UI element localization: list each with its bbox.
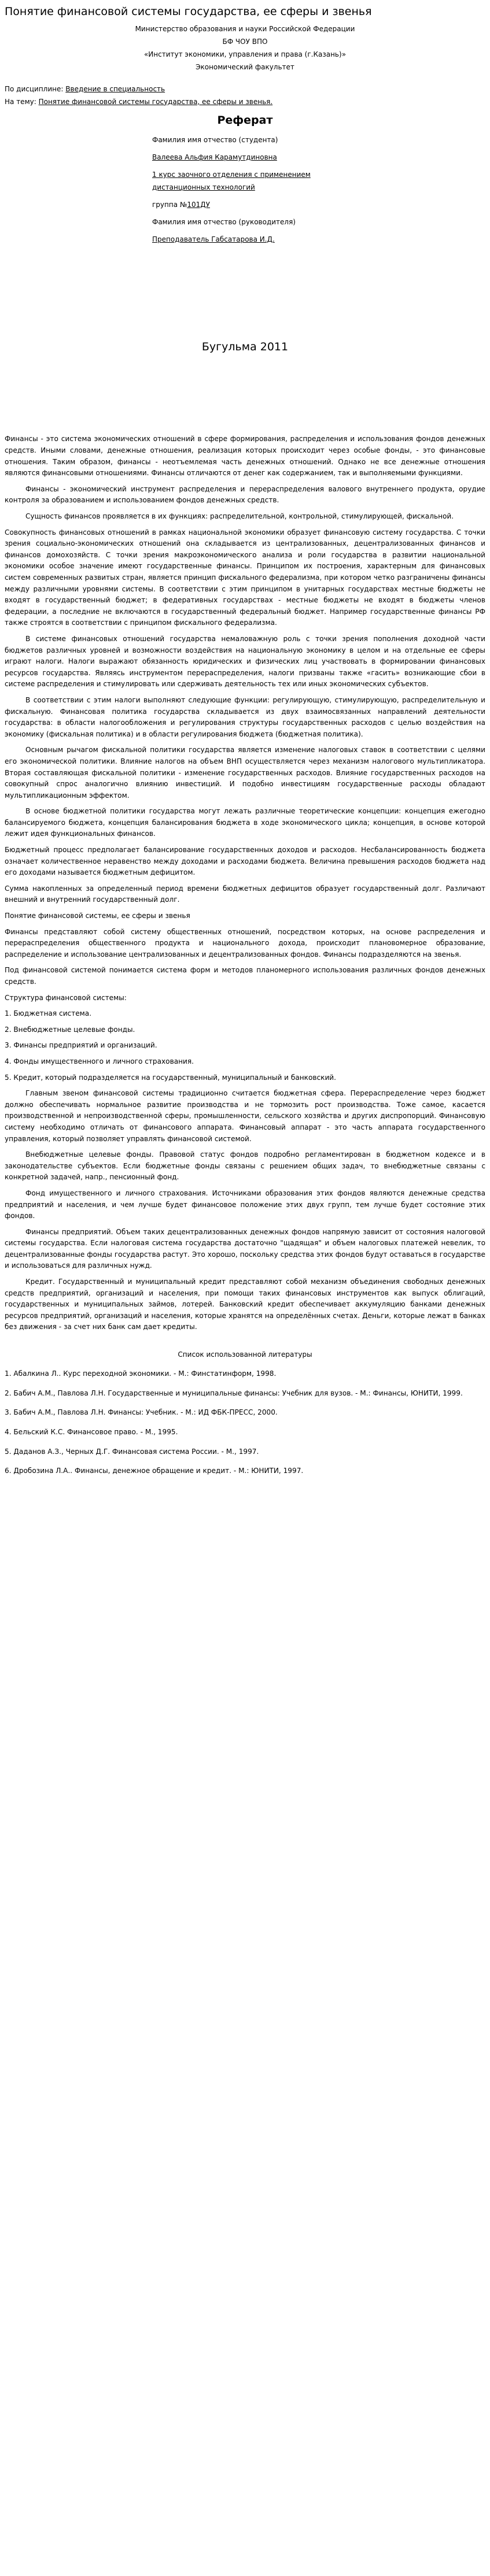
course-prefix: 1 курс [152, 171, 178, 179]
paragraph: Финансы предприятий. Объем таких децентрализованных денежных фондов напрямую зависит от состояния налоговой системы государства. Если налоговая система государства достаточно "щадящая" и объем налоговых платежей невелик, то децентрализованные фонды государства растут. Это хорошо, поскольку средства этих фондов будут оставаться в государстве и использоваться для различных нужд. [5, 1227, 485, 1270]
bibliography [5, 1368, 485, 1477]
list-item: 5. Кредит, который подразделяется на государственный, муниципальный и банковский. [5, 1073, 337, 1082]
topic-value: Понятие финансовой системы государства, ее сферы и звенья. [38, 97, 273, 106]
student-caption: Фамилия имя отчество (студента) [152, 136, 278, 145]
bibliography-item: 1. Абалкина Л.. Курс переходной экономики. - М.: Финстатинформ, 1998. [5, 1370, 277, 1378]
city-year: Бугульма 2011 [201, 340, 289, 354]
student-name: Валеева Альфия Карамутдиновна [152, 153, 277, 162]
paragraph: Финансы - это система экономических отношений в сфере формирования, распределения и использования фондов денежных средств. Иными словами, денежные отношения, реализация которых происходит через особые фонды, - это финансовые отношения. Таким образом, финансы - неотъемлемая часть денежных отношений. Однако не все денежные отношения являются финансовыми отношениями. Финансы отличаются от денег как содержанием, так и выполняемыми функциями. [5, 435, 485, 478]
supervisor-caption: Фамилия имя отчество (руководителя) [152, 218, 296, 227]
ministry-line: Министерство образования и науки Российской Федерации [135, 24, 355, 33]
paragraph: В соответствии с этим налоги выполняют следующие функции: регулирующую, стимулирующую, распределительную и фискальную. Финансовая политика государства складывается из двух взаимосвязанных направлений деятельности государства: в области налогообложения и регулирования структуры государственных расходов с целью воздействия на экономику (фискальная политика) и в области регулирования бюджета (бюджетная политика). [5, 695, 485, 738]
paragraph: Кредит. Государственный и муниципальный кредит представляют собой механизм объединения свободных денежных средств предприятий, организаций и населения, при помощи таких финансовых инструментов как выпуск облигаций, государственных и муниципальных займов, лотерей. Банковский кредит обеспечивает аккумуляцию банками денежных ресурсов предприятий, организаций и населения, которые хранятся на определённых счетах. Деньги, которые лежат в банках без движения - за счет них банк сам дает кредиты. [5, 1278, 485, 1331]
discipline-row [5, 83, 490, 95]
topic-row [5, 95, 490, 108]
paragraph: Под финансовой системой понимается система форм и методов планомерного использования различных фондов денежных средств. [5, 966, 485, 986]
list-item: 1. Бюджетная система. [5, 1009, 92, 1018]
faculty-line: Экономический факультет [196, 62, 294, 71]
paragraph: Финансы представляют собой систему общественных отношений, посредством которых, на основе распределения и перераспределения общественного продукта и национального дохода, происходит плановомерное образование, распределение и использование централизованных и децентрализованных фондов. Финансы подразделяются на звенья. [5, 927, 485, 958]
institution-short-line: БФ ЧОУ ВПО [222, 37, 268, 46]
group-prefix: группа № [152, 201, 187, 209]
paragraph: Совокупность финансовых отношений в рамках национальной экономики образует финансовую систему государства. С точки зрения социально-экономических отношений она складывается из централизованных, децентрализованных финансов и финансов домохозяйств. С точки зрения макроэкономического анализа и роли государства в развитии национальной экономики особое значение имеют государственные финансы. Принципом их построения, характерным для финансовых систем современных развитых стран, является принцип фискального федерализма, при котором четко разграничены финансы между различными уровнями системы. В соответствии с этим принципом в унитарных государствах местные бюджеты не входят в государственный бюджет; в федеративных государствах - местные бюджеты не входят в бюджеты членов федерации, а последние не включаются в государственный федеральный бюджет. Например государственные финансы РФ также строятся в соответствии с принципом фискального федерализма. [5, 528, 485, 627]
list-item: 4. Фонды имущественного и личного страхования. [5, 1057, 194, 1065]
discipline-topic [0, 83, 490, 108]
paragraph: Внебюджетные целевые фонды. Правовой статус фондов подробно регламентирован в бюджетном кодексе и в законодательстве субъектов. Если бюджетные фонды связаны с решением общих задач, то внебюджетные связаны с конкретной задачей, напр., пенсионный фонд. [5, 1150, 485, 1182]
discipline-value: Введение в специальность [65, 84, 165, 93]
group-row [152, 198, 337, 211]
bibliography-title: Список использованной литературы [178, 1350, 312, 1359]
paragraph: Основным рычагом фискальной политики государства является изменение налоговых ставок в соответствии с целями его экономической политики. Влияние налогов на объем ВНП осуществляется через механизм налогового мультипликатора. Вторая составляющая фискальной политики - изменение государственных расходов. Влияние государственных расходов на совокупный спрос аналогично влиянию инвестиций. И подобно инвестициям государственные расходы обладают мультипликационным эффектом. [5, 746, 485, 800]
paragraph: Главным звеном финансовой системы традиционно считается бюджетная сфера. Перераспределение через бюджет должно обеспечивать нормальное развитие производства и не тормозить рост производства. Тоже самое, касается производственной и непроизводственной сферы, промышленности, сельского хозяйства и других диспропорций. Финансовую систему необходимо отличать от финансового аппарата. Финансовый аппарат - это часть аппарата государственного управления, который позволяет управлять финансовой системой. [5, 1089, 485, 1143]
topic-label: На тему: [5, 97, 36, 106]
group-value: 101ДУ [187, 201, 210, 209]
institute-line: «Институт экономики, управления и права (г.Казань)» [143, 50, 347, 58]
paragraph: Бюджетный процесс предполагает балансирование государственных доходов и расходов. Несбалансированность бюджета означает количественное неравенство между доходами и расходами бюджета. Величина превышения расходов бюджета над его доходами называется бюджетным дефицитом. [5, 846, 485, 877]
paragraph: Фонд имущественного и личного страхования. Источниками образования этих фондов являются денежные средства предприятий и населения, и чем лучше будет финансовое положение этих двух групп, тем лучше будет состояние этих фондов. [5, 1189, 485, 1220]
bibliography-item: 5. Даданов А.З., Черных Д.Г. Финансовая система России. - М., 1997. [5, 1447, 259, 1456]
document-type: Реферат [217, 113, 273, 127]
supervisor-name: Преподаватель Габсатарова И.Д. [152, 235, 275, 244]
bibliography-item: 2. Бабич А.М., Павлова Л.Н. Государственные и муниципальные финансы: Учебник для вузов. - М.: Финансы, ЮНИТИ, 1999. [5, 1389, 463, 1397]
student-info [152, 134, 337, 246]
paragraph: В системе финансовых отношений государства немаловажную роль с точки зрения пополнения доходной части бюджетов различных уровней и возможности воздействия на национальную экономику в целом и на отдельные ее сферы играют налоги. Налоги выражают обязанность юридических и физических лиц участвовать в формировании финансовых ресурсов государства. Являясь инструментом перераспределения, налоги призваны также «гасить» возникающие сбои в системе распределения и стимулировать или сдерживать деятельность тех или иных экономических субъектов. [5, 634, 485, 689]
bibliography-item: 4. Бельский К.С. Финансовое право. - М., 1995. [5, 1428, 178, 1436]
paragraph: Сущность финансов проявляется в их функциях: распределительной, контрольной, стимулирующей, фискальной. [25, 512, 454, 521]
page-title: Понятие финансовой системы государства, ее сферы и звенья [5, 5, 372, 18]
list-item: 2. Внебюджетные целевые фонды. [5, 1025, 135, 1034]
paragraph: В основе бюджетной политики государства могут лежать различные теоретические концепции: концепция ежегодно балансируемого бюджета, концепция балансирования бюджета в ходе экономического цикла; концепция, в основе которой лежит идея функциональных финансов. [5, 807, 485, 838]
discipline-label: По дисциплине: [5, 84, 64, 93]
section-heading: Понятие финансовой системы, ее сферы и звенья [5, 912, 190, 920]
course-value: заочного отделения с применением дистанционных технологий [152, 171, 311, 192]
institution-header [0, 23, 490, 73]
bibliography-item: 3. Бабич А.М., Павлова Л.Н. Финансы: Учебник. - М.: ИД ФБК-ПРЕСС, 2000. [5, 1408, 278, 1417]
paragraph: Финансы - экономический инструмент распределения и перераспределения валового внутреннего продукта, орудие контроля за образованием и использованием фондов денежных средств. [5, 484, 485, 505]
list-item: 3. Финансы предприятий и организаций. [5, 1041, 157, 1050]
bibliography-item: 6. Дробозина Л.А.. Финансы, денежное обращение и кредит. - М.: ЮНИТИ, 1997. [5, 1467, 304, 1475]
list-heading: Структура финансовой системы: [5, 993, 127, 1002]
paragraph: Сумма накопленных за определенный период времени бюджетных дефицитов образует государственный долг. Различают внешний и внутренний государственный долг. [5, 884, 485, 904]
course-row [152, 168, 337, 194]
body-text [0, 434, 490, 1476]
